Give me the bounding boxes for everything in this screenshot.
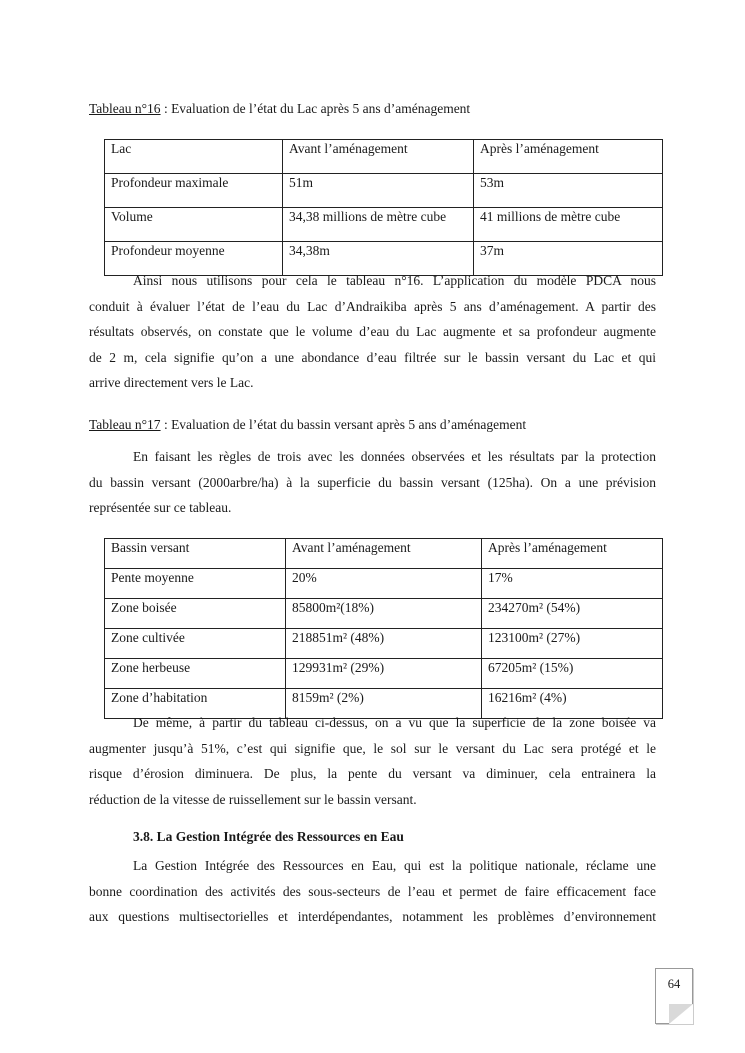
paragraph-2 (89, 444, 656, 521)
paragraph-1 (89, 268, 656, 396)
table-cell: Zone d’habitation (105, 689, 286, 719)
table16-caption-ref: Tableau n°16 (89, 101, 161, 116)
table-cell: 234270m² (54%) (482, 599, 663, 629)
paragraph-line: La Gestion Intégrée des Ressources en Eau, qui est la politique nationale, réclame une (133, 858, 656, 873)
table-cell: Pente moyenne (105, 569, 286, 599)
table-cell: Profondeur moyenne (105, 242, 283, 276)
table17-header-cell: Avant l’aménagement (286, 539, 482, 569)
table-cell: Zone boisée (105, 599, 286, 629)
table-cell: Zone cultivée (105, 629, 286, 659)
paragraph-line: réduction de la vitesse de ruissellement sur le bassin versant. (89, 791, 417, 807)
table-cell: 53m (474, 174, 663, 208)
table16-header-cell: Lac (105, 140, 283, 174)
table-cell: 85800m²(18%) (286, 599, 482, 629)
table-cell: 17% (482, 569, 663, 599)
table17-caption-ref: Tableau n°17 (89, 417, 161, 432)
table17-header-cell: Bassin versant (105, 539, 286, 569)
table-row (105, 174, 663, 208)
paragraph-line: arrive directement vers le Lac. (89, 375, 254, 391)
table-cell: 34,38 millions de mètre cube (283, 208, 474, 242)
table16 (104, 139, 663, 276)
table-row (105, 629, 663, 659)
table-cell: 41 millions de mètre cube (474, 208, 663, 242)
page-curl-icon (669, 1004, 693, 1024)
table16-header-row (105, 140, 663, 174)
paragraph-line: bonne coordination des activités des sous-secteurs de l’eau et permet de faire efficacement face (89, 883, 656, 899)
paragraph-4 (89, 853, 656, 930)
table-cell: 20% (286, 569, 482, 599)
table17-caption-text: : Evaluation de l’état du bassin versant après 5 ans d’aménagement (160, 417, 527, 432)
table-cell: 218851m² (48%) (286, 629, 482, 659)
page-number-box (655, 968, 693, 1024)
table16-caption (89, 100, 470, 117)
table-cell: 67205m² (15%) (482, 659, 663, 689)
table-row (105, 569, 663, 599)
paragraph-line: du bassin versant (2000arbre/ha) à la superficie du bassin versant (125ha). On a une prévision (89, 474, 656, 490)
paragraph-line: risque d’érosion diminuera. De plus, la pente du versant va diminuer, cela entrainera la (89, 766, 656, 782)
paragraph-3 (89, 710, 656, 812)
table-row (105, 208, 663, 242)
paragraph-line: conduit à évaluer l’état de l’eau du Lac d’Andraikiba après 5 ans d’aménagement. A partir des (89, 298, 656, 314)
table16-header-cell: Après l’aménagement (474, 140, 663, 174)
table-cell: 129931m² (29%) (286, 659, 482, 689)
table-row (105, 659, 663, 689)
table-cell: 123100m² (27%) (482, 629, 663, 659)
table-cell: 8159m² (2%) (286, 689, 482, 719)
paragraph-line: augmenter jusqu’à 51%, c’est qui signifie que, le sol sur le versant du Lac sera protégé et le (89, 740, 656, 756)
table-cell: 37m (474, 242, 663, 276)
table-cell: Profondeur maximale (105, 174, 283, 208)
table-cell: 34,38m (283, 242, 474, 276)
table17-caption (89, 416, 526, 433)
table17-header-cell: Après l’aménagement (482, 539, 663, 569)
paragraph-line: aux questions multisectorielles et interdépendantes, notamment les problèmes d’environnement (89, 909, 656, 925)
table-cell: Volume (105, 208, 283, 242)
table17 (104, 538, 663, 719)
paragraph-line: De même, à partir du tableau ci-dessus, on a vu que la superficie de la zone boisée va (133, 715, 656, 730)
paragraph-line: de 2 m, cela signifie qu’on a une abondance d’eau filtrée sur le bassin versant du Lac et qui (89, 349, 656, 365)
table-cell: Zone herbeuse (105, 659, 286, 689)
paragraph-line: représentée sur ce tableau. (89, 500, 232, 516)
paragraph-line: Ainsi nous utilisons pour cela le tableau n°16. L’application du modèle PDCA nous (133, 273, 656, 288)
table16-header-cell: Avant l’aménagement (283, 140, 474, 174)
paragraph-line: En faisant les règles de trois avec les données observées et les résultats par la protection (133, 449, 656, 464)
paragraph-line: résultats observés, on constate que le volume d’eau du Lac augmente et sa profondeur augmente (89, 324, 656, 340)
page-number: 64 (667, 977, 681, 991)
section-heading: 3.8. La Gestion Intégrée des Ressources en Eau (133, 829, 404, 844)
table16-caption-text: : Evaluation de l’état du Lac après 5 ans d’aménagement (160, 101, 471, 116)
table17-header-row (105, 539, 663, 569)
table-row (105, 599, 663, 629)
table-cell: 16216m² (4%) (482, 689, 663, 719)
table-cell: 51m (283, 174, 474, 208)
